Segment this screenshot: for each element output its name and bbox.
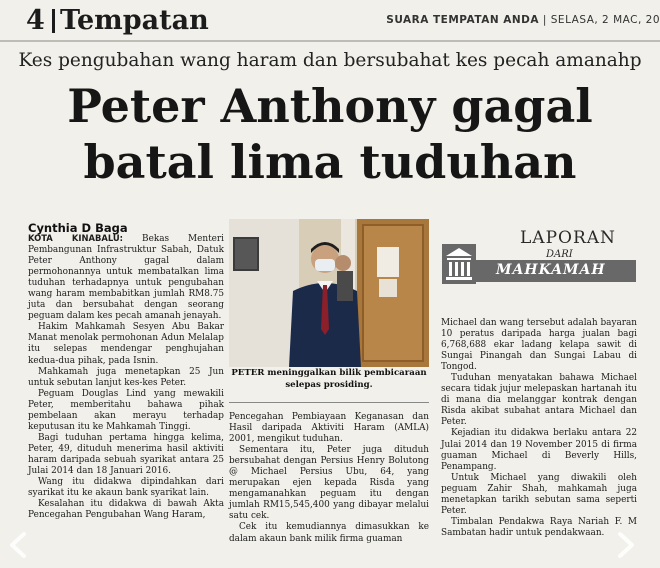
- previous-arrow-icon[interactable]: [4, 530, 34, 560]
- logo-line-1: LAPORAN: [520, 228, 616, 248]
- paragraph: Kesalahan itu didakwa di bawah Akta Pencegahan Pengubahan Wang Haram,: [28, 499, 224, 521]
- main-headline: [0, 78, 660, 190]
- paragraph: Untuk Michael yang diwakili oleh peguam Zahir Shah, mahkamah juga menetapkan tarikh sebutan sama seperti Peter.: [441, 472, 637, 516]
- paragraph: Mahkamah juga menetapkan 25 Jun untuk sebutan lanjut kes-kes Peter.: [28, 366, 224, 388]
- photo-caption: PETER meninggalkan bilik pembicaraan selepas prosiding.: [231, 368, 427, 390]
- masthead: [386, 14, 660, 26]
- section-title: Tempatan: [60, 5, 209, 36]
- laporan-mahkamah-logo: [442, 220, 638, 296]
- masthead-date: SELASA, 2 MAC, 20: [550, 14, 660, 26]
- page-number: 4: [26, 5, 45, 36]
- logo-line-3: MAHKAMAH: [496, 262, 606, 278]
- header-divider: [52, 9, 55, 33]
- paragraph: Wang itu didakwa dipindahkan dari syarikat itu ke akaun bank syarikat lain.: [28, 477, 224, 499]
- next-arrow-icon[interactable]: [610, 530, 640, 560]
- logo-line-2: DARI: [546, 249, 573, 260]
- paragraph: Michael dan wang tersebut adalah bayaran 10 peratus daripada harga jualan bagi 6,768,688 ekar ladang kelapa sawit di Sungai Pinangah dan Sungai Labau di Tongod.: [441, 318, 637, 373]
- paragraph-text: Bekas Menteri Pembangunan Infrastruktur Sabah, Datuk Peter Anthony gagal dalam permohonannya untuk membatalkan lima tuduhan terhadapnya untuk pengubahan wang haram membabitkan jumlah RM8.75 juta dan bersubahat dengan seorang peguam dalam kes pecah amanah jenayah.: [28, 234, 225, 322]
- paragraph: Peguam Douglas Lind yang mewakili Peter, memberitahu bahawa pihak pembelaan akan merayu terhadap keputusan itu ke Mahkamah Tinggi.: [28, 388, 224, 432]
- caption-rule: [229, 402, 429, 403]
- kicker-headline: Kes pengubahan wang haram dan bersubahat kes pecah amanahp: [18, 50, 642, 71]
- courthouse-icon: [442, 244, 476, 284]
- headline-line-2: batal lima tuduhan: [83, 135, 577, 189]
- paragraph: Bagi tuduhan pertama hingga kelima, Peter, 49, dituduh menerima hasil aktiviti haram daripada sebuah syarikat antara 25 Julai 2014 dan 18 Januari 2016.: [28, 432, 224, 476]
- photo-illustration: [229, 219, 429, 367]
- article-column-2: [229, 412, 429, 545]
- masthead-brand: SUARA TEMPATAN ANDA: [386, 14, 540, 26]
- paragraph: Timbalan Pendakwa Raya Nariah F. M Sambatan hadir untuk pendakwaan.: [441, 516, 637, 538]
- dateline: KOTA KINABALU:: [28, 233, 124, 243]
- paragraph: Sementara itu, Peter juga dituduh bersubahat dengan Persius Henry Bolutong @ Michael Persius Ubu, 64, yang merupakan ejen kepada Risda yang mengamanahkan peguam itu dengan jumlah RM15,545,400 yang dibayar melalui satu cek.: [229, 445, 429, 522]
- page-header: [0, 0, 660, 44]
- byline: Cynthia D Baga: [28, 221, 128, 235]
- paragraph: Tuduhan menyatakan bahawa Michael secara tidak jujur melepaskan hartanah itu di mana dia melanggar kontrak dengan Risda akibat subahat antara Michael dan Peter.: [441, 373, 637, 428]
- article-column-3: [441, 318, 637, 539]
- news-photo: [229, 219, 429, 367]
- header-rule: [0, 40, 660, 42]
- masthead-separator: |: [542, 14, 551, 26]
- article-column-1: [28, 233, 224, 521]
- paragraph: [28, 233, 224, 322]
- paragraph: Kejadian itu didakwa berlaku antara 22 Julai 2014 dan 19 November 2015 di firma guaman Michael di Beverly Hills, Penampang.: [441, 428, 637, 472]
- headline-line-1: Peter Anthony gagal: [67, 79, 593, 133]
- paragraph: Pencegahan Pembiayaan Keganasan dan Hasil daripada Aktiviti Haram (AMLA) 2001, mengikut tuduhan.: [229, 412, 429, 445]
- paragraph: Cek itu kemudiannya dimasukkan ke dalam akaun bank milik firma guaman: [229, 522, 429, 544]
- paragraph: Hakim Mahkamah Sesyen Abu Bakar Manat menolak permohonan Adun Melalap itu selepas mendengar penghujahan kedua-dua pihak, pada Isnin.: [28, 322, 224, 366]
